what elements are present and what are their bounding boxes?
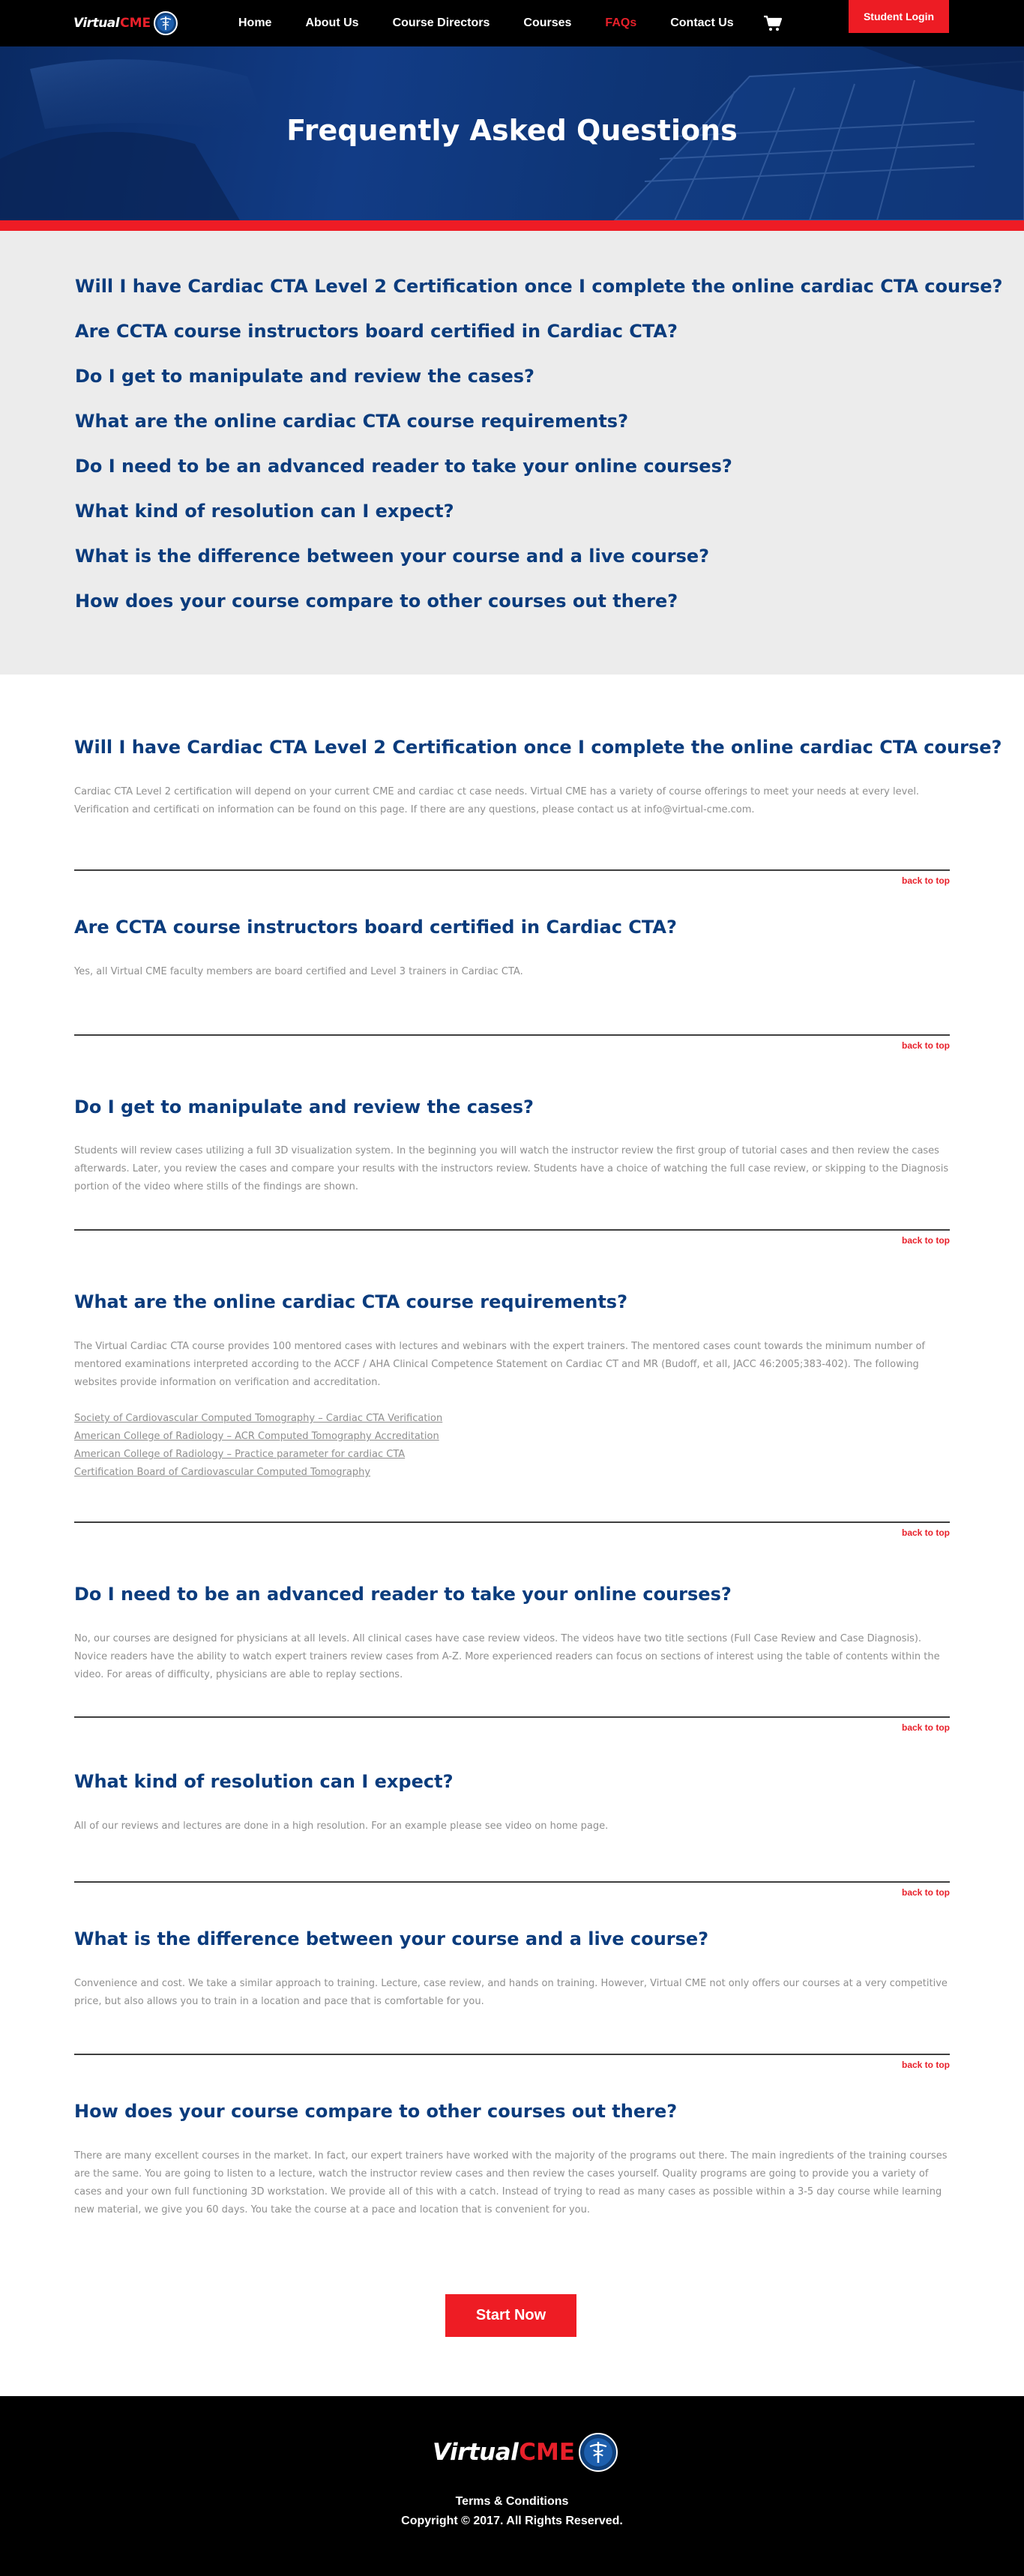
nav-faqs-link[interactable]: FAQs <box>605 16 637 29</box>
faq-answer: No, our courses are designed for physicians at all levels. All clinical cases have case review videos. The videos have two title sections (Full Case Review and Case Diagnosis). Novice readers have the ability to watch expert trainers review cases from A-Z. More experienced readers can focus on sections of interest using the table of contents within the video. For areas of difficulty, physicians are able to replay sections. <box>74 1633 940 1680</box>
divider <box>74 2054 950 2055</box>
faq-answer: Students will review cases utilizing a full 3D visualization system. In the beginning you will watch the instructor review the first group of tutorial cases and then review the cases afterwards. Later, you review the cases and compare your results with the instructors review. Students have a choice of watching the full case review, or skipping to the Diagnosis portion of the video where stills of the findings are shown. <box>74 1145 949 1192</box>
footer <box>0 2396 1024 2576</box>
faq-question: Do I get to manipulate and review the cases? <box>74 1097 534 1117</box>
hero-banner <box>0 46 1024 220</box>
top-navigation-bar <box>0 0 1024 46</box>
back-to-top-link[interactable]: back to top <box>901 1527 950 1538</box>
faq-index <box>0 231 1024 675</box>
caduceus-seal-icon <box>579 2433 618 2472</box>
faq-answer: There are many excellent courses in the market. In fact, our expert trainers have worked with the majority of the programs out there. The main ingredients of the training courses are the same. You are going to listen to a lecture, watch the instructor review cases and then review the cases yourself. Quality programs are going to provide you a variety of cases and your own full functioning 3D workstation. We provide all of this with a catch. Instead of trying to read as many cases as possible within a 3-5 day course while learning new material, we give you 60 days. You take the course at a pace and location that is convenient for you. <box>74 2150 948 2215</box>
link-acr-practice-parameter[interactable]: American College of Radiology – Practice parameter for cardiac CTA <box>74 1449 406 1460</box>
faq-question: How does your course compare to other courses out there? <box>74 2101 678 2122</box>
faq-answer: Cardiac CTA Level 2 certification will depend on your current CME and cardiac ct case needs. Virtual CME has a variety of course offerings to meet your needs at every level. Verification and certificati on information can be found on this page. If there are any questions, please contact us at info@virtual-cme.com. <box>74 786 920 815</box>
nav-contact-link[interactable]: Contact Us <box>670 16 734 29</box>
divider <box>74 1716 950 1718</box>
toc-link-instructors[interactable]: Are CCTA course instructors board certified in Cardiac CTA? <box>75 321 678 342</box>
hero-red-stripe <box>0 220 1024 231</box>
terms-link[interactable]: Terms & Conditions <box>455 2495 569 2508</box>
cart-icon[interactable] <box>763 15 783 31</box>
nav-courses-link[interactable]: Courses <box>523 16 572 29</box>
back-to-top-link[interactable]: back to top <box>901 1040 950 1051</box>
caduceus-seal-icon <box>154 11 178 35</box>
logo-text-cme: CME <box>519 2439 576 2466</box>
faq-question: Will I have Cardiac CTA Level 2 Certification once I complete the online cardiac CTA course? <box>74 737 1002 758</box>
link-acr-accreditation[interactable]: American College of Radiology – ACR Computed Tomography Accreditation <box>74 1431 439 1442</box>
toc-link-manipulate[interactable]: Do I get to manipulate and review the cases? <box>75 366 534 387</box>
footer-logo[interactable] <box>433 2431 618 2474</box>
toc-link-certification[interactable]: Will I have Cardiac CTA Level 2 Certification once I complete the online cardiac CTA course? <box>75 276 1003 297</box>
faq-question: What kind of resolution can I expect? <box>74 1771 454 1792</box>
link-scct-verification[interactable]: Society of Cardiovascular Computed Tomography – Cardiac CTA Verification <box>74 1413 443 1424</box>
logo-text-virtual: Virtual <box>73 16 120 31</box>
faq-answer: All of our reviews and lectures are done in a high resolution. For an example please see video on home page. <box>74 1821 609 1832</box>
back-to-top-link[interactable]: back to top <box>901 1887 950 1898</box>
divider <box>74 1881 950 1883</box>
divider <box>74 1229 950 1231</box>
back-to-top-link[interactable]: back to top <box>901 1722 950 1733</box>
link-cbcct[interactable]: Certification Board of Cardiovascular Computed Tomography <box>74 1467 371 1478</box>
student-login-button[interactable]: Student Login <box>849 0 949 33</box>
nav-course-directors-link[interactable]: Course Directors <box>392 16 490 29</box>
faq-question: Do I need to be an advanced reader to take your online courses? <box>74 1584 732 1605</box>
faq-question: What is the difference between your course and a live course? <box>74 1928 709 1949</box>
logo-text-cme: CME <box>120 16 151 31</box>
page-title: Frequently Asked Questions <box>286 114 738 147</box>
faq-question: What are the online cardiac CTA course requirements? <box>74 1291 627 1312</box>
start-now-button[interactable]: Start Now <box>445 2294 576 2337</box>
nav-home-link[interactable]: Home <box>238 16 272 29</box>
copyright-text: Copyright © 2017. All Rights Reserved. <box>401 2515 623 2527</box>
toc-link-requirements[interactable]: What are the online cardiac CTA course requirements? <box>75 411 628 432</box>
back-to-top-link[interactable]: back to top <box>901 875 950 886</box>
toc-link-advanced-reader[interactable]: Do I need to be an advanced reader to take your online courses? <box>75 456 732 477</box>
site-logo[interactable] <box>73 10 178 37</box>
divider <box>74 869 950 871</box>
faq-answer: Yes, all Virtual CME faculty members are board certified and Level 3 trainers in Cardiac CTA. <box>74 966 523 977</box>
toc-link-compare[interactable]: How does your course compare to other courses out there? <box>75 591 678 612</box>
back-to-top-link[interactable]: back to top <box>901 1235 950 1246</box>
faq-answer: The Virtual Cardiac CTA course provides 100 mentored cases with lectures and webinars with the expert trainers. The mentored cases count towards the minimum number of mentored examinations interpreted according to the ACCF / AHA Clinical Competence Statement on Cardiac CT and MR (Budoff, et all, JACC 46:2005;383-402). The following websites provide information on verification and accreditation. <box>74 1341 925 1388</box>
toc-link-resolution[interactable]: What kind of resolution can I expect? <box>75 501 454 522</box>
logo-text-virtual: Virtual <box>433 2439 519 2466</box>
toc-link-live-course[interactable]: What is the difference between your course and a live course? <box>75 546 710 567</box>
divider <box>74 1034 950 1036</box>
nav-about-link[interactable]: About Us <box>305 16 359 29</box>
faq-answer-block <box>74 1338 950 1482</box>
faq-question: Are CCTA course instructors board certified in Cardiac CTA? <box>74 917 677 938</box>
back-to-top-link[interactable]: back to top <box>901 2060 950 2070</box>
main-menu <box>238 0 768 46</box>
divider <box>74 1521 950 1523</box>
faq-answer: Convenience and cost. We take a similar approach to training. Lecture, case review, and hands on training. However, Virtual CME not only offers our courses at a very competitive price, but also allows you to train in a location and pace that is comfortable for you. <box>74 1978 948 2007</box>
